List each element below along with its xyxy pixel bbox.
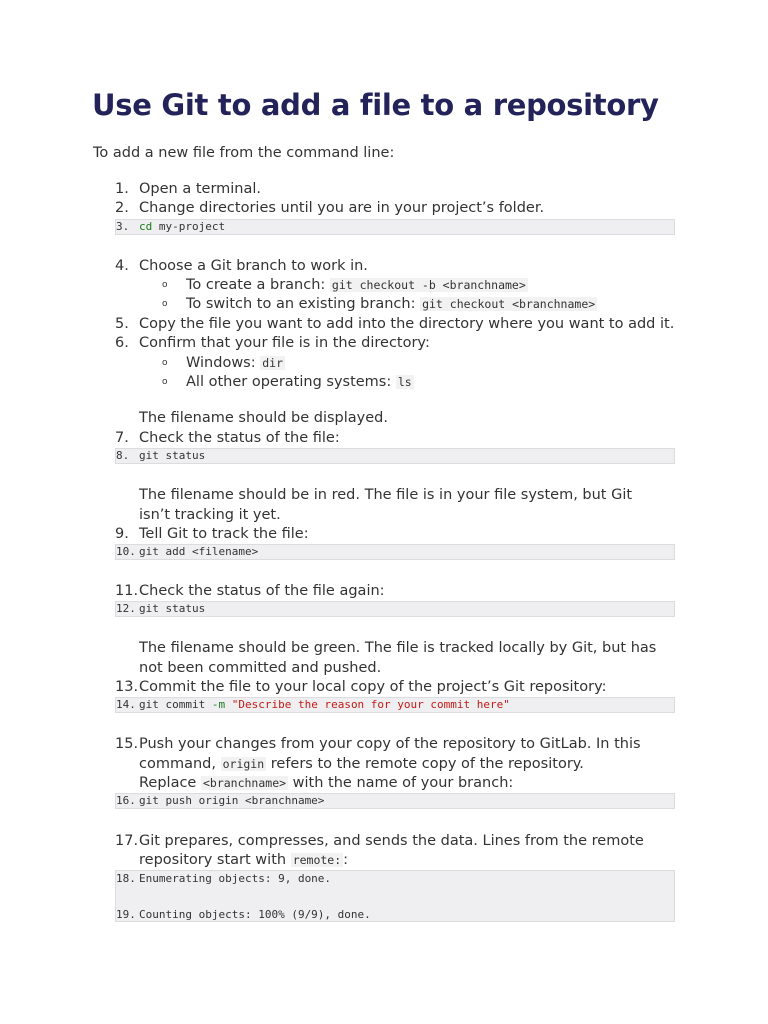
- page-title: Use Git to add a file to a repository: [92, 88, 659, 122]
- code-line-number: 3.: [116, 220, 130, 233]
- step-text-line-1: Push your changes from your copy of the repository to GitLab. In this: [139, 736, 641, 752]
- note-filename-red: The filename should be in red. The file is in your file system, but Git isn’t tracking it yet.: [139, 487, 633, 523]
- step-text: Tell Git to track the file:: [139, 526, 309, 542]
- step-text: repository start with: [139, 852, 291, 868]
- bullet-icon: o: [162, 280, 168, 290]
- sub-text: To switch to an existing branch:: [186, 296, 421, 312]
- note-filename-green: The filename should be green. The file is tracked locally by Git, but has not been committed and pushed.: [139, 640, 657, 676]
- code-block-18-19: [115, 870, 675, 922]
- code-block-14: [115, 697, 675, 713]
- code-text: [139, 698, 510, 712]
- code-text: git add <filename>: [139, 545, 259, 558]
- intro-text: To add a new file from the command line:: [93, 145, 395, 161]
- code-string: "Describe the reason for your commit here": [225, 698, 510, 711]
- code-text: Enumerating objects: 9, done.: [139, 872, 332, 885]
- inline-code: dir: [262, 356, 284, 370]
- inline-code: git checkout -b <branchname>: [331, 278, 526, 292]
- code-line-number: 12.: [116, 602, 136, 615]
- code-keyword: cd: [139, 220, 153, 233]
- inline-code: <branchname>: [202, 776, 287, 790]
- step-text: Check the status of the file again:: [139, 583, 385, 599]
- code-block-3: [115, 219, 675, 235]
- code-line-number: 19.: [116, 908, 136, 921]
- note-filename-displayed: The filename should be displayed.: [139, 410, 388, 426]
- code-flag: -m: [211, 698, 226, 711]
- step-number: 11.: [115, 583, 139, 599]
- step-text: refers to the remote copy of the repository.: [266, 756, 584, 772]
- code-line-number: 16.: [116, 794, 136, 807]
- code-block-8: [115, 448, 675, 464]
- sub-text: All other operating systems:: [186, 374, 396, 390]
- bullet-icon: o: [162, 299, 168, 309]
- inline-code: ls: [397, 375, 412, 389]
- step-text-line-1: Git prepares, compresses, and sends the data. Lines from the remote: [139, 833, 644, 849]
- step-number: 5.: [115, 316, 129, 332]
- code-text: git push origin <branchname>: [139, 794, 325, 807]
- code-command: git commit: [139, 698, 212, 711]
- step-text: Replace: [139, 775, 201, 791]
- code-block-12: [115, 601, 675, 617]
- code-args: my-project: [152, 220, 226, 233]
- step-text: with the name of your branch:: [288, 775, 514, 791]
- step-number: 1.: [115, 181, 129, 197]
- inline-code: git checkout <branchname>: [422, 297, 596, 311]
- code-text: git status: [139, 602, 206, 615]
- step-number: 9.: [115, 526, 129, 542]
- sub-text: To create a branch:: [186, 277, 330, 293]
- step-number: 7.: [115, 430, 129, 446]
- step-text: Copy the file you want to add into the directory where you want to add it.: [139, 316, 675, 332]
- inline-code: origin: [222, 757, 265, 771]
- step-text: Check the status of the file:: [139, 430, 340, 446]
- inline-code: remote:: [292, 853, 342, 867]
- step-number: 13.: [115, 679, 139, 695]
- code-line-number: 14.: [116, 698, 136, 711]
- step-text: Choose a Git branch to work in.: [139, 258, 368, 274]
- code-line-number: 18.: [116, 872, 136, 885]
- step-number: 17.: [115, 833, 139, 849]
- code-line-number: 8.: [116, 449, 130, 462]
- step-text: command,: [139, 756, 221, 772]
- step-text: Open a terminal.: [139, 181, 262, 197]
- code-text: Counting objects: 100% (9/9), done.: [139, 908, 371, 921]
- step-number: 4.: [115, 258, 129, 274]
- sub-text: Windows:: [186, 355, 261, 371]
- bullet-icon: o: [162, 377, 168, 387]
- step-text: Commit the file to your local copy of the project’s Git repository:: [139, 679, 607, 695]
- code-block-10: [115, 544, 675, 560]
- step-text: :: [343, 852, 349, 868]
- code-text: [139, 220, 225, 234]
- step-number: 6.: [115, 335, 129, 351]
- step-text: Confirm that your file is in the directory:: [139, 335, 430, 351]
- code-line-number: 10.: [116, 545, 136, 558]
- code-block-16: [115, 793, 675, 809]
- step-text: Change directories until you are in your project’s folder.: [139, 200, 545, 216]
- step-number: 2.: [115, 200, 129, 216]
- bullet-icon: o: [162, 358, 168, 368]
- step-number: 15.: [115, 736, 139, 752]
- code-text: git status: [139, 449, 206, 462]
